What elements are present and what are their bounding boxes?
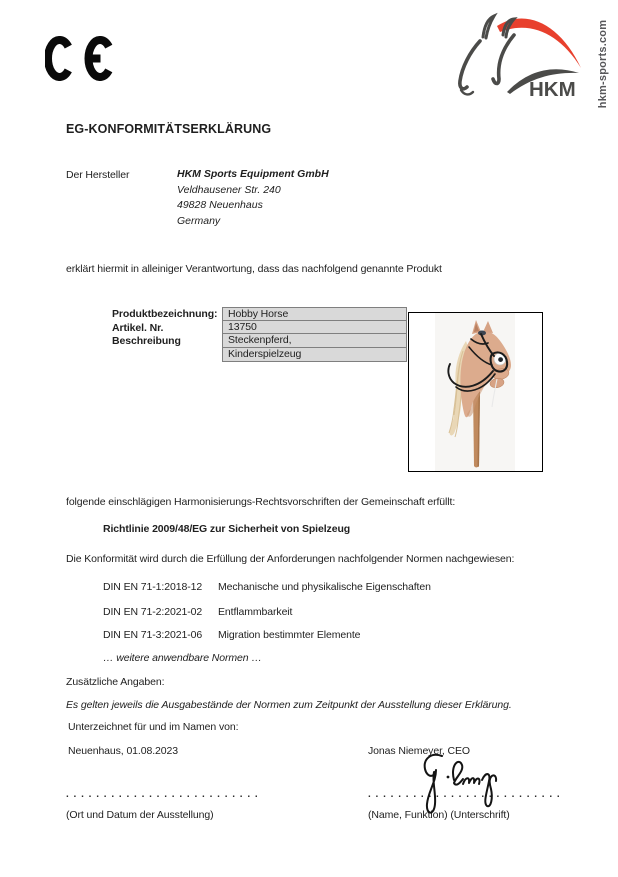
standard-row [103,606,202,618]
product-table [112,307,412,362]
signing-intro: Unterzeichnet für und im Namen von: [68,721,239,733]
page-title: EG-KONFORMITÄTSERKLÄRUNG [66,122,272,136]
signature-image [398,750,510,824]
product-row-value: 13750 [222,320,407,335]
signer-name: Jonas Niemeyer, CEO [368,745,470,757]
manufacturer-address [177,167,329,229]
product-row-value: Steckenpferd, [222,333,407,348]
standard-row [103,629,202,641]
standard-description: Entflammbarkeit [218,606,293,618]
harmonisation-text: folgende einschlägigen Harmonisierungs-Rechtsvorschriften der Gemeinschaft erfüllt: [66,496,456,508]
hkm-logo [452,6,584,106]
additional-label: Zusätzliche Angaben: [66,676,165,688]
standard-row [103,581,202,593]
dotted-line-right: . . . . . . . . . . . . . . . . . . . . . . . . . . [368,789,561,800]
manufacturer-city: 49828 Neuenhaus [177,199,263,211]
standard-code: DIN EN 71-3:2021-06 [103,629,203,641]
manufacturer-country: Germany [177,214,221,227]
more-norms-note: … weitere anwendbare Normen … [103,652,262,664]
declaration-intro: erklärt hiermit in alleiniger Verantwortung, dass das nachfolgend genannte Produkt [66,263,442,275]
additional-note: Es gelten jeweils die Ausgabestände der Normen zum Zeitpunkt der Ausstellung dieser Erklärung. [66,699,512,711]
place-date: Neuenhaus, 01.08.2023 [68,745,178,757]
product-row-label: Artikel. Nr. [112,321,164,334]
conformity-text: Die Konformität wird durch die Erfüllung der Anforderungen nachfolgender Normen nachgewiesen: [66,553,515,565]
table-row [112,347,412,361]
vertical-domain-text: hkm-sports.com [597,19,609,109]
hobby-horse-image [435,313,515,471]
product-row-label: Produktbezeichnung: [112,308,218,321]
caption-name-function: (Name, Funktion) (Unterschrift) [368,809,510,821]
standard-description: Mechanische und physikalische Eigenschaften [218,581,431,593]
manufacturer-label: Der Hersteller [66,169,130,181]
ce-mark-icon [45,36,117,81]
dotted-line-left: . . . . . . . . . . . . . . . . . . . . . . . . . . [66,789,259,800]
manufacturer-name: HKM Sports Equipment GmbH [177,168,329,180]
standard-description: Migration bestimmter Elemente [218,629,361,641]
hkm-logo-text: HKM [529,78,576,101]
product-image-frame [408,312,543,472]
directive-title: Richtlinie 2009/48/EG zur Sicherheit von Spielzeug [103,523,351,535]
manufacturer-street: Veldhausener Str. 240 [177,183,281,196]
standard-code: DIN EN 71-2:2021-02 [103,606,203,618]
standard-code: DIN EN 71-1:2018-12 [103,581,203,593]
product-row-value: Hobby Horse [222,307,407,322]
caption-place-date: (Ort und Datum der Ausstellung) [66,809,214,821]
product-row-label: Beschreibung [112,334,181,347]
product-row-value: Kinderspielzeug [222,347,407,362]
